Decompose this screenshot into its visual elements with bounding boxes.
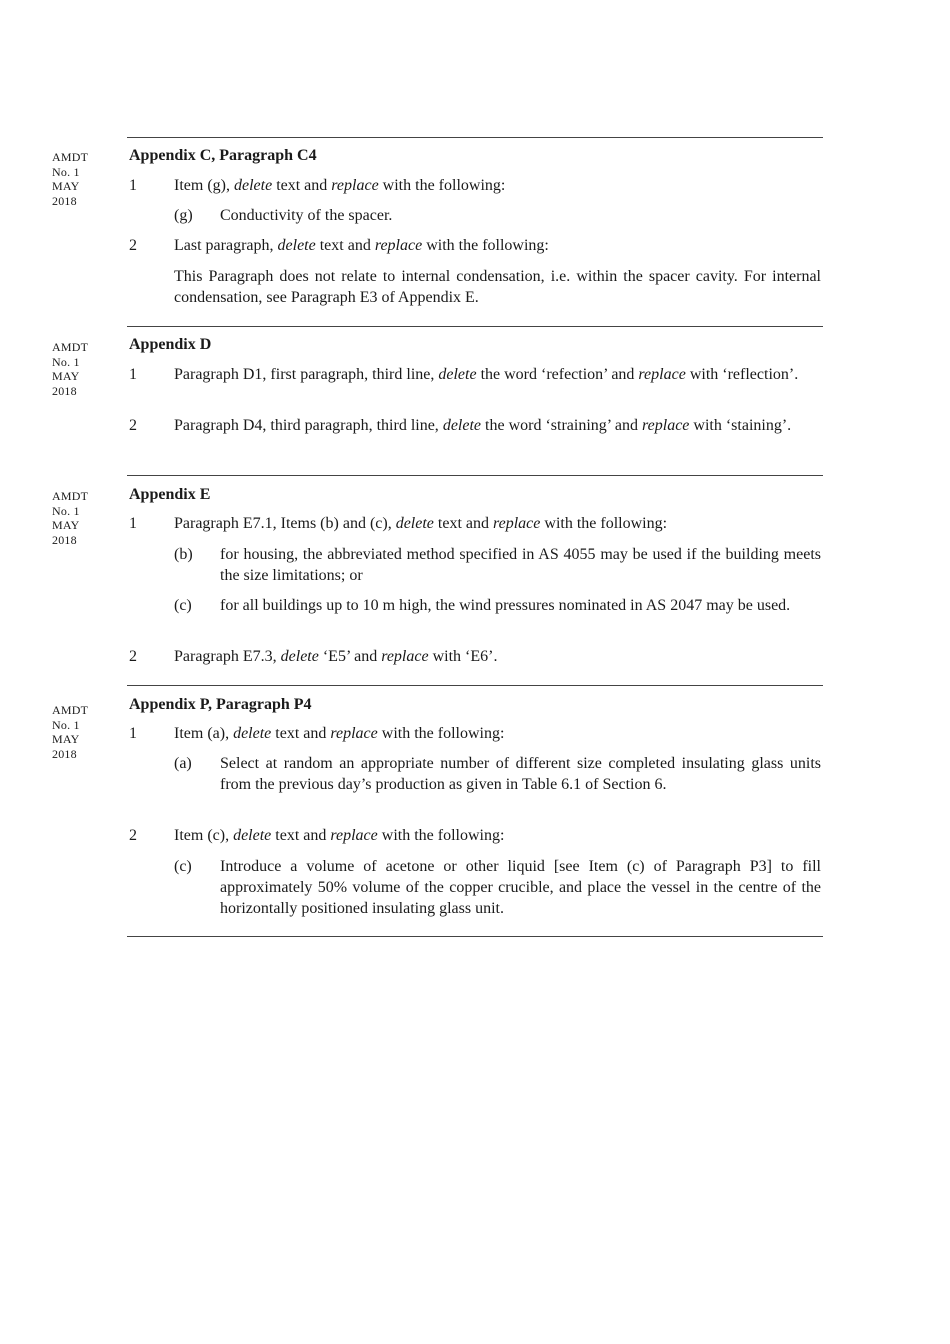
item-instruction: Last paragraph, delete text and replace with the following: (174, 237, 549, 254)
item-number: 2 (129, 827, 137, 844)
divider (127, 137, 823, 138)
sub-item-label: (c) (174, 858, 192, 875)
sub-item-label: (g) (174, 207, 193, 224)
item-number: 1 (129, 366, 137, 383)
section-heading: Appendix D (129, 336, 212, 353)
item-number: 2 (129, 237, 137, 254)
item-instruction: Item (c), delete text and replace with the following: (174, 827, 505, 844)
item-instruction: Item (a), delete text and replace with the following: (174, 725, 505, 742)
replacement-paragraph: This Paragraph does not relate to internal condensation, i.e. within the spacer cavity. For internal condensation, see Paragraph E3 of Appendix E. (174, 268, 821, 306)
item-number: 1 (129, 725, 137, 742)
item-number: 1 (129, 515, 137, 532)
amendment-margin-note: AMDT No. 1 MAY 2018 (52, 703, 89, 761)
item-number: 1 (129, 177, 137, 194)
item-number: 2 (129, 417, 137, 434)
divider (127, 936, 823, 937)
amendment-margin-note: AMDT No. 1 MAY 2018 (52, 340, 89, 398)
sub-item-text: Conductivity of the spacer. (220, 207, 393, 224)
divider (127, 685, 823, 686)
sub-item-text: Introduce a volume of acetone or other liquid [see Item (c) of Paragraph P3] to fill approximately 50% volume of the copper crucible, and place the vessel in the centre of the horizontally positioned insulating glass unit. (220, 858, 821, 917)
item-number: 2 (129, 648, 137, 665)
sub-item-text: Select at random an appropriate number of different size completed insulating glass units from the previous day’s production as given in Table 6.1 of Section 6. (220, 755, 821, 793)
sub-item-label: (c) (174, 597, 192, 614)
sub-item-text: for all buildings up to 10 m high, the wind pressures nominated in AS 2047 may be used. (220, 597, 791, 614)
section-heading: Appendix E (129, 486, 211, 503)
amendment-margin-note: AMDT No. 1 MAY 2018 (52, 489, 89, 547)
section-heading: Appendix C, Paragraph C4 (129, 147, 317, 164)
sub-item-label: (a) (174, 755, 192, 772)
item-instruction: Item (g), delete text and replace with the following: (174, 177, 506, 194)
divider (127, 475, 823, 476)
sub-item-text: for housing, the abbreviated method specified in AS 4055 may be used if the building meets the size limitations; or (220, 546, 821, 584)
item-instruction: Paragraph E7.1, Items (b) and (c), delete text and replace with the following: (174, 515, 668, 532)
item-instruction: Paragraph D4, third paragraph, third line, delete the word ‘straining’ and replace with ‘staining’. (174, 417, 792, 434)
item-instruction: Paragraph E7.3, delete ‘E5’ and replace with ‘E6’. (174, 648, 498, 665)
item-instruction: Paragraph D1, first paragraph, third line, delete the word ‘refection’ and replace with ‘reflection’. (174, 366, 799, 383)
sub-item-label: (b) (174, 546, 193, 563)
section-heading: Appendix P, Paragraph P4 (129, 696, 312, 713)
amendment-margin-note: AMDT No. 1 MAY 2018 (52, 150, 89, 208)
divider (127, 326, 823, 327)
